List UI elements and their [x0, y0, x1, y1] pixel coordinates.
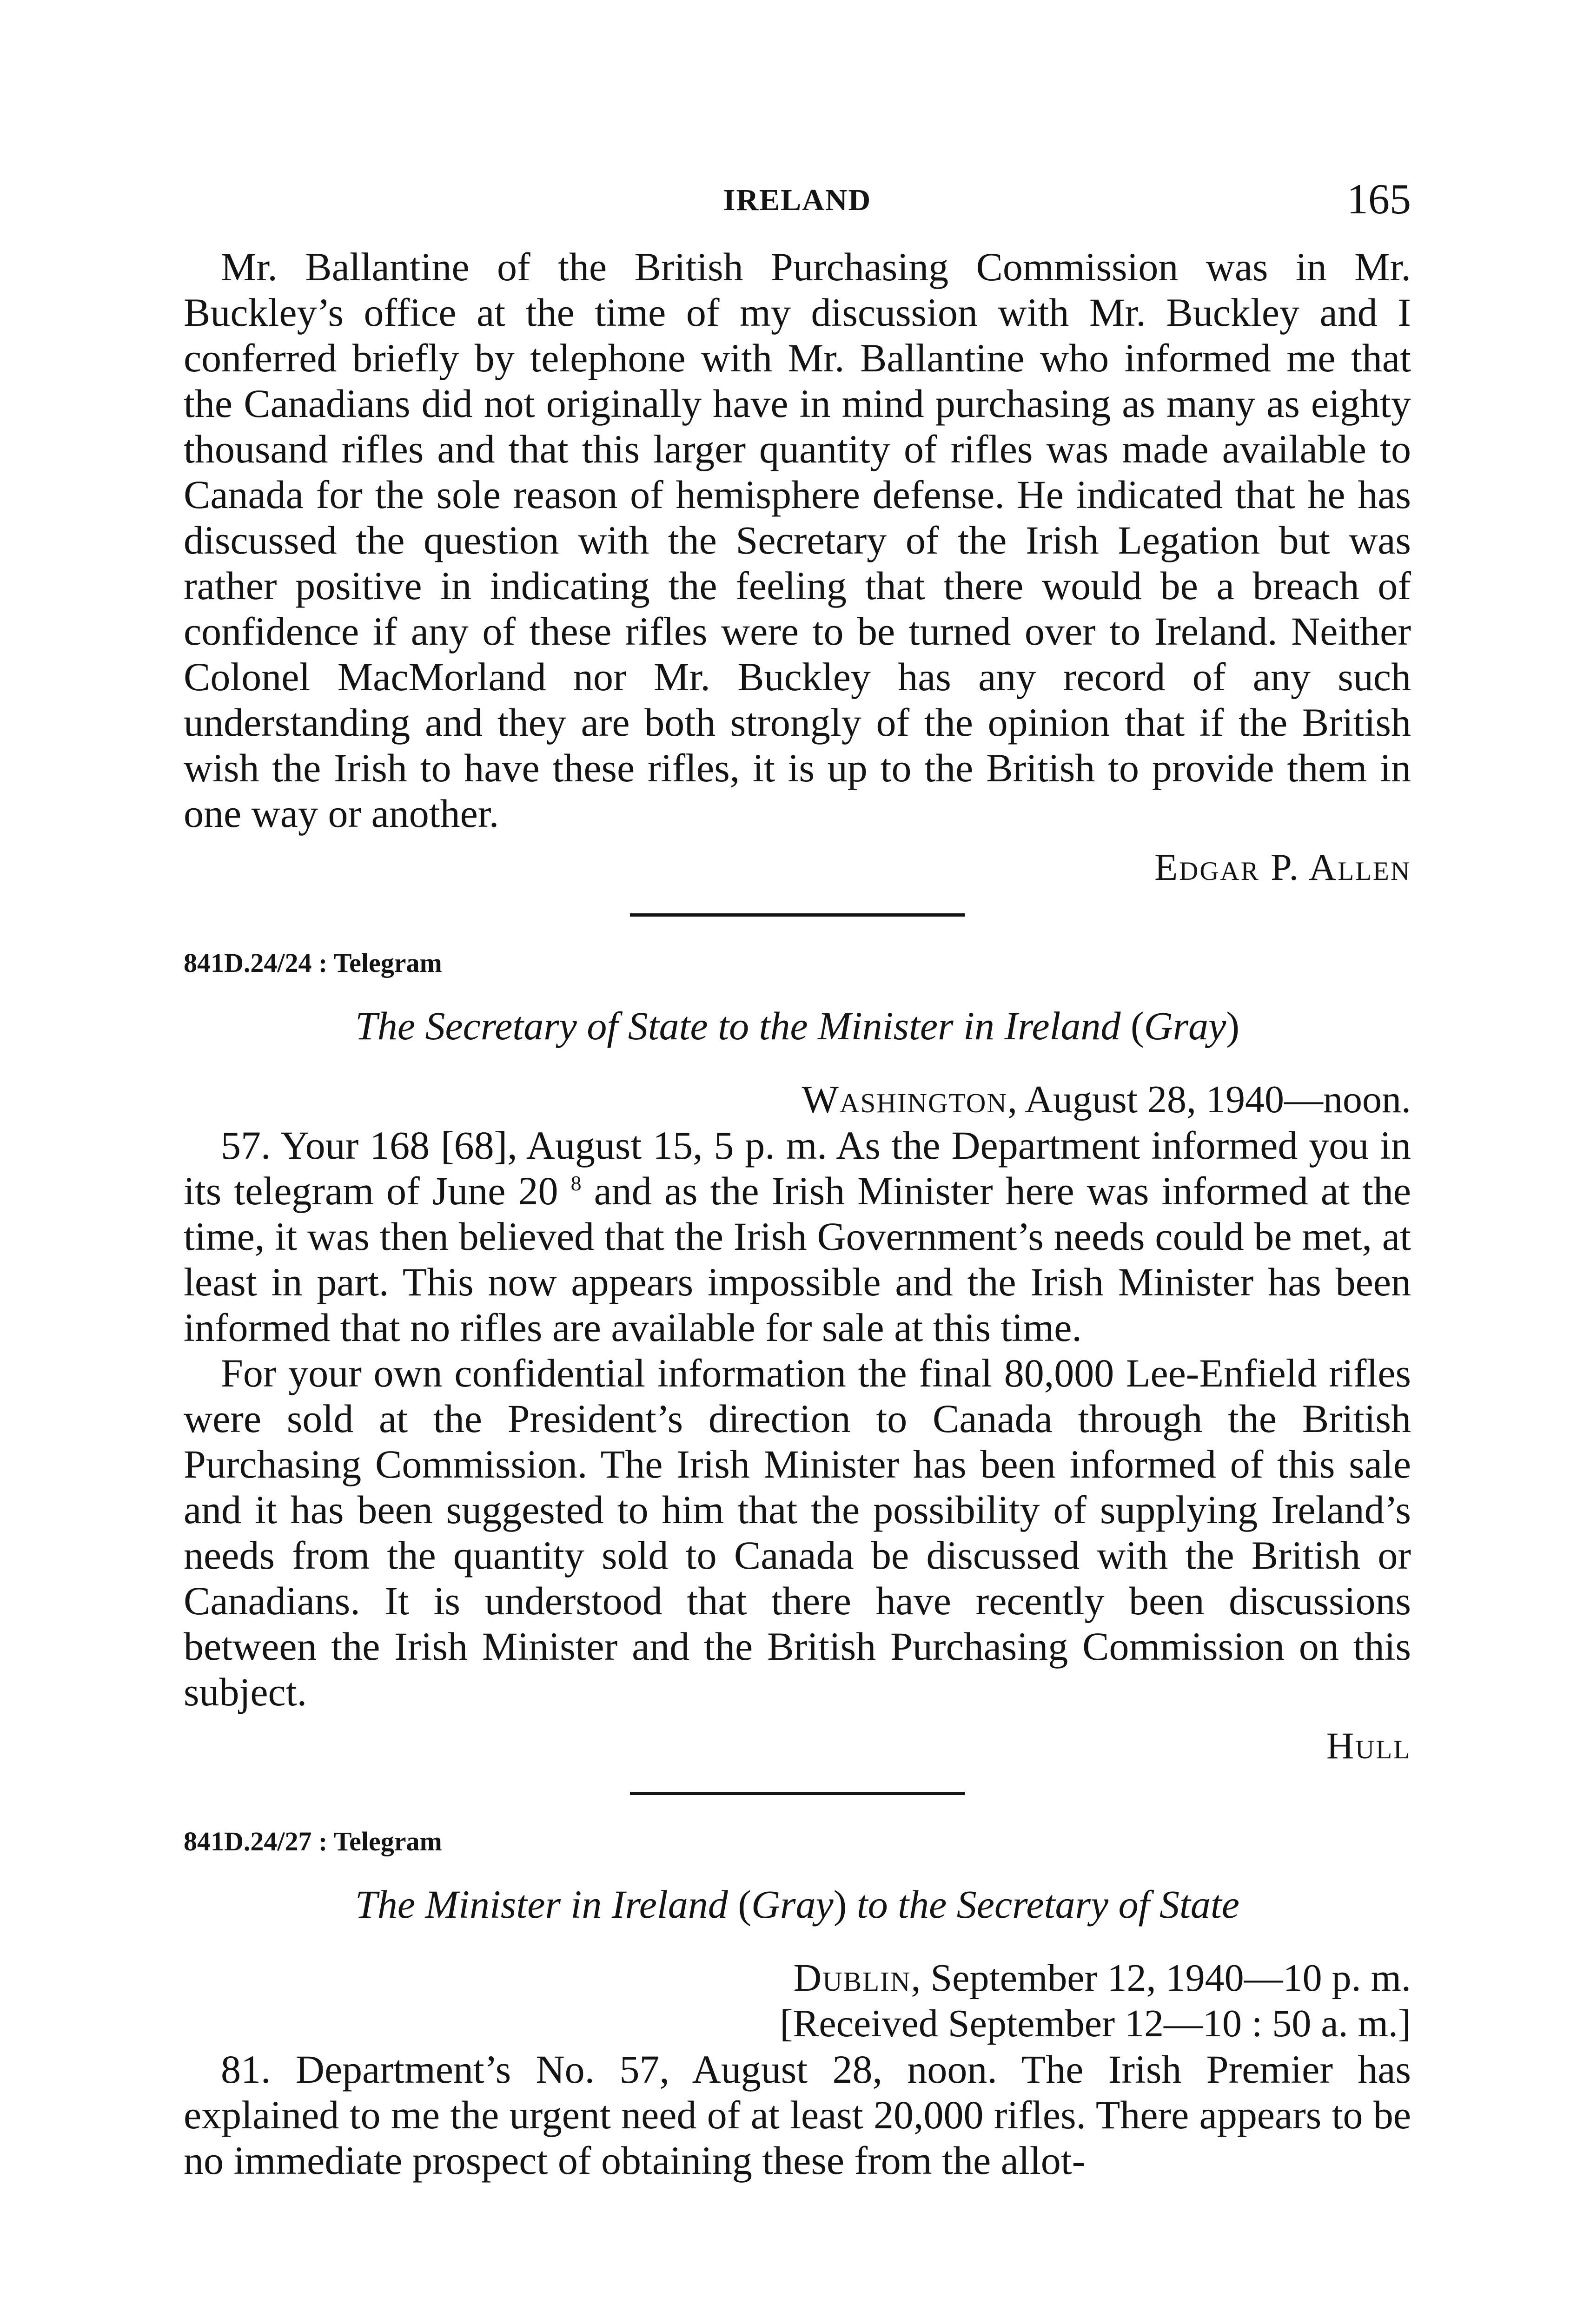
footnote-reference: 8: [570, 1171, 582, 1195]
title-name: Gray: [751, 1882, 834, 1927]
paragraph-text: and as the Irish Minister here was informed at the time, it was then believed that the Irish Government’s needs could be met, at least in part. This now appears impossible and the Irish Minister has been informed that no rifles are available for sale at this time.: [184, 1169, 1411, 1350]
telegram-paragraph: 81. Department’s No. 57, August 28, noon. The Irish Premier has explained to me the urgent need of at least 20,000 rifles. There appears to be no immediate prospect of obtaining these from the allot-: [184, 2047, 1411, 2183]
file-reference: 841D.24/27 : Telegram: [184, 1826, 442, 1856]
signature-hull: Hull: [1326, 1724, 1411, 1767]
file-reference: 841D.24/24 : Telegram: [184, 948, 442, 978]
title-paren-open: (: [1130, 1004, 1144, 1048]
received-line: [Received September 12—10 : 50 a. m.]: [780, 2002, 1411, 2045]
paragraph-text: 57. Your 168 [68], August 15, 5 p. m. As the Department informed you in its telegram of June 20: [184, 1123, 1411, 1213]
document-title: [184, 1003, 1411, 1049]
dateline-date: , September 12, 1940—10 p. m.: [911, 1956, 1411, 2000]
title-name: Gray: [1144, 1004, 1226, 1048]
page-content: [184, 244, 1411, 2183]
title-paren-close: ): [833, 1882, 847, 1927]
memo-paragraph: Mr. Ballantine of the British Purchasing Commission was in Mr. Buckley’s office at the time of my discussion with Mr. Buckley and I conferred briefly by telephone with Mr. Ballantine who informed me that the Canadians did not originally have in mind purchasing as many as eighty thousand rifles and that this larger quantity of rifles was made available to Canada for the sole reason of hemisphere defense. He indicated that he has discussed the question with the Secretary of the Irish Legation but was rather positive in indicating the feeling that there would be a breach of confidence if any of these rifles were to be turned over to Ireland. Neither Colonel MacMorland nor Mr. Buckley has any record of any such understanding and they are both strongly of the opinion that if the British wish the Irish to have these rifles, it is up to the British to provide them in one way or another.: [184, 244, 1411, 836]
title-paren-close: ): [1226, 1004, 1239, 1048]
telegram-paragraph: For your own confidential information the final 80,000 Lee-Enfield rifles were sold at the President’s direction to Canada through the British Purchasing Commission. The Irish Minister has been informed of this sale and it has been suggested to him that the possibility of supplying Ireland’s needs from the quantity sold to Canada be discussed with the British or Canadians. It is understood that there have recently been discussions between the Irish Minister and the British Purchasing Commission on this subject.: [184, 1351, 1411, 1714]
dateline: [184, 1955, 1411, 2001]
dateline-place: Dublin: [793, 1956, 911, 2000]
document-title: [184, 1881, 1411, 1928]
title-text: The Secretary of State to the Minister in Ireland: [355, 1004, 1131, 1048]
signature-allen: Edgar P. Allen: [1154, 846, 1411, 888]
section-divider: [630, 913, 965, 917]
title-text: to the Secretary of State: [847, 1882, 1239, 1927]
page-header: [184, 165, 1411, 230]
section-divider: [630, 1792, 965, 1795]
title-text: The Minister in Ireland: [355, 1882, 738, 1927]
dateline: [184, 1077, 1411, 1122]
dateline-place: Washington: [802, 1078, 1007, 1121]
page-number: 165: [1347, 175, 1411, 223]
title-paren-open: (: [738, 1882, 751, 1927]
dateline-date: , August 28, 1940—noon.: [1007, 1078, 1411, 1121]
running-head: IRELAND: [723, 183, 872, 217]
telegram-paragraph: [184, 1122, 1411, 1350]
